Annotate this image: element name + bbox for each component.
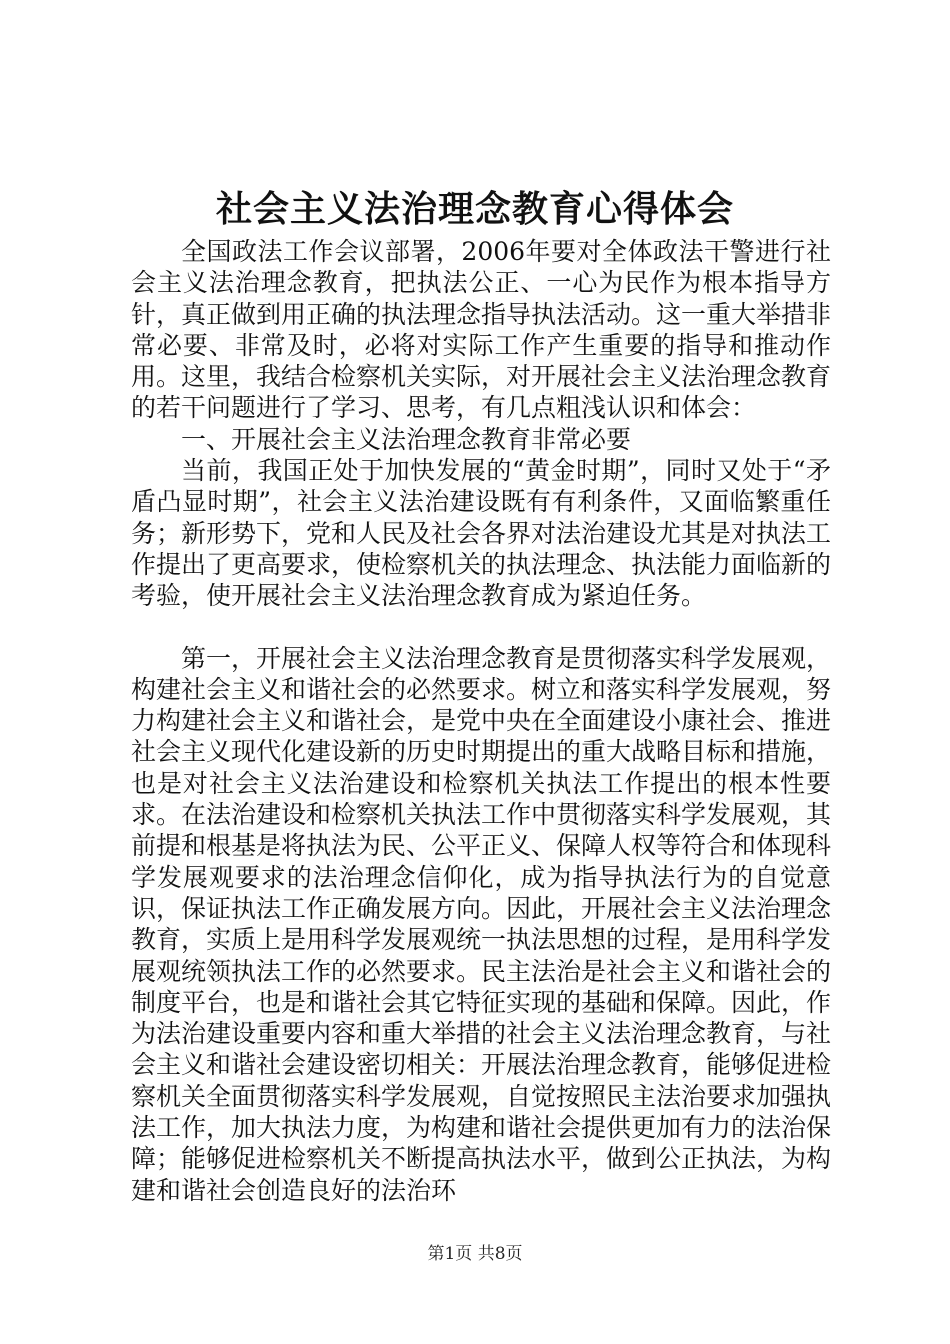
paragraph-intro: 全国政法工作会议部署，2006年要对全体政法干警进行社会主义法治理念教育，把执法公正、一心为民作为根本指导方针，真正做到用正确的执法理念指导执法活动。这一重大举措非常必要、非常及时，必将对实际工作产生重要的指导和推动作用。这里，我结合检察机关实际，对开展社会主义法治理念教育的若干问题进行了学习、思考，有几点粗浅认识和体会： <box>131 237 832 423</box>
section-heading: 一、开展社会主义法治理念教育非常必要 <box>181 424 632 454</box>
paragraph-first-point: 第一，开展社会主义法治理念教育是贯彻落实科学发展观，构建社会主义和谐社会的必然要求。树立和落实科学发展观，努力构建社会主义和谐社会，是党中央在全面建设小康社会、推进社会主义现代化建设新的历史时期提出的重大战略目标和措施，也是对社会主义法治建设和检察机关执法工作提出的根本性要求。在法治建设和检察机关执法工作中贯彻落实科学发展观，其前提和根基是将执法为民、公平正义、保障人权等符合和体现科学发展观要求的法治理念信仰化，成为指导执法行为的自觉意识，保证执法工作正确发展方向。因此，开展社会主义法治理念教育，实质上是用科学发展观统一执法思想的过程，是用科学发展观统领执法工作的必然要求。民主法治是社会主义和谐社会的制度平台，也是和谐社会其它特征实现的基础和保障。因此，作为法治建设重要内容和重大举措的社会主义法治理念教育，与社会主义和谐社会建设密切相关：开展法治理念教育，能够促进检察机关全面贯彻落实科学发展观，自觉按照民主法治要求加强执法工作，加大执法力度，为构建和谐社会提供更加有力的法治保障；能够促进检察机关不断提高执法水平，做到公正执法，为构建和谐社会创造良好的法治环 <box>131 643 832 1205</box>
page-footer: 第1页 共8页 <box>427 1244 523 1264</box>
document-title: 社会主义法治理念教育心得体会 <box>215 188 734 230</box>
paragraph-current-situation: 当前，我国正处于加快发展的“黄金时期”，同时又处于“矛盾凸显时期”，社会主义法治建设既有有利条件，又面临繁重任务；新形势下，党和人民及社会各界对法治建设尤其是对执法工作提出了更高要求，使检察机关的执法理念、执法能力面临新的考验，使开展社会主义法治理念教育成为紧迫任务。 <box>131 456 832 611</box>
document-body <box>131 236 831 1206</box>
